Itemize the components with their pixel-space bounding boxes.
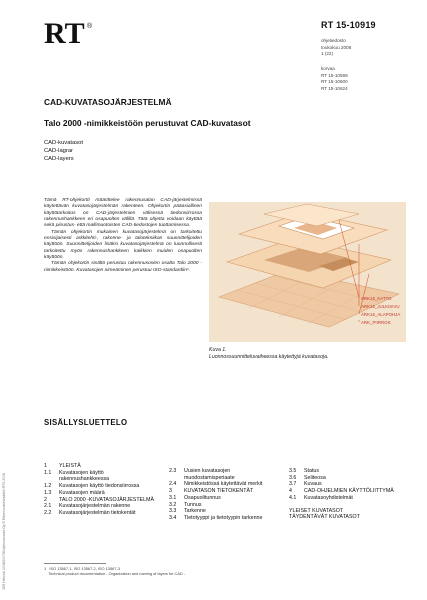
toc-label: Uusien kuvatasojen muodostamisperiaate xyxy=(184,468,235,481)
toc-entry xyxy=(44,503,154,510)
toc-entry xyxy=(44,510,154,517)
registered-mark: ® xyxy=(87,23,93,30)
layer-illustration xyxy=(209,202,406,342)
toc-number: 1.1 xyxy=(44,469,52,476)
layer-label: ARK_PIIRROS xyxy=(361,320,391,325)
figure-number: Kuva 1. xyxy=(209,347,227,353)
toc-number: 3 xyxy=(169,488,172,495)
meta-line: RT 15-10599 xyxy=(321,72,348,78)
toc-entry xyxy=(169,515,281,522)
toc-number: 3.6 xyxy=(289,474,297,481)
toc-number: 3.5 xyxy=(289,468,297,474)
toc-entry xyxy=(169,508,281,515)
toc-appendix-item: TÄYDENTÄVÄT KUVATASOT xyxy=(289,514,360,521)
toc-entry xyxy=(44,490,154,497)
toc-entry xyxy=(289,488,409,495)
footnote-line: 1 ISO 13567-1, ISO 13567-2, ISO 13567-3 xyxy=(44,566,120,571)
footnote xyxy=(44,566,185,576)
toc-number: 1.3 xyxy=(44,489,52,496)
toc-column-1 xyxy=(44,463,154,517)
title-fi: CAD-kuvatasot xyxy=(44,140,83,146)
toc-label: Seliteosa xyxy=(304,474,326,481)
toc-entry xyxy=(169,495,281,502)
meta-line: ohjetiedosto xyxy=(321,38,346,43)
toc-label: Kuvatasoyhdistelmät xyxy=(304,494,353,501)
toc-label: Kuvatasojen käyttö rakennushankkeessa xyxy=(59,469,110,483)
toc-entry xyxy=(44,470,154,483)
meta-line: RT 15-10624 xyxy=(321,85,348,91)
toc-number: 3.1 xyxy=(169,494,177,501)
rt-card-number: RT 15-10919 xyxy=(321,20,376,30)
toc-entry xyxy=(289,475,409,482)
toc-title: SISÄLLYSLUETTELO xyxy=(44,418,128,427)
toc-number: 2.4 xyxy=(169,481,177,488)
toc-label: Kuvatasojen käyttö tiedonsiirrossa xyxy=(59,483,140,490)
layer-label: ARK16_JULKISIVU xyxy=(361,304,400,309)
toc-appendix-item: YLEISET KUVATASOT xyxy=(289,507,344,514)
layer-label: ARK16_KATTO xyxy=(361,296,392,301)
toc-number: 3.3 xyxy=(169,508,177,515)
toc-entry xyxy=(44,497,154,504)
toc-number: 2 xyxy=(44,496,47,503)
rt-logo-text: RT xyxy=(44,18,85,48)
toc-entry xyxy=(169,502,281,509)
toc-number: 2.1 xyxy=(44,503,52,510)
footnote-line: Technical product documentation - Organization and naming of layers for CAD - xyxy=(44,571,186,577)
rt-logo xyxy=(44,18,104,48)
toc-number: 4.1 xyxy=(289,494,297,501)
toc-entry xyxy=(289,495,409,502)
toc-entry xyxy=(44,483,154,490)
toc-label: Status xyxy=(304,468,320,474)
language-titles xyxy=(44,139,83,163)
toc-number: 3.7 xyxy=(289,481,297,488)
figure-caption xyxy=(209,347,328,360)
toc-label: Tietotyyppi ja tietotyypin tarkenne xyxy=(184,514,263,521)
toc-entry xyxy=(169,488,281,495)
intro-paragraph: Tämä RT-ohjekortti määrittelee rakennusalan CAD-järjestelmissä käytettävän kuvatasojärjestelmän rakenteen. Ohjekortin pääasiallinen käyttötarkoitus on CAD-järjestelmien välisessä tiedonsiirrossa rakennushankkeen eri osapuolten välillä. Tätä ohjetta voidaan käyttää sekä piirustus- että mallimuotoisten CAD-tiedostojen tuottamisessa. xyxy=(44,198,202,229)
toc-label: Nimikkeistössä käytettävät merkit xyxy=(184,481,263,488)
intro-paragraph: Tämän ohjekortin sisältö perustuu rakennusosien osalta Talo 2000 -nimikkeistöön. Kuvatasojen nimeäminen perustuu ISO-standardiin¹. xyxy=(44,261,202,273)
toc-label: Kuvatasojärjestelmän tietokentät xyxy=(59,509,136,516)
toc-label: Kuvatasojen määrä xyxy=(59,489,105,496)
toc-label: YLEISTÄ xyxy=(59,463,81,469)
printer-imprint: JJ/5 Helsinki 2008/2007/Kuljetusmuodot Oy © Rakennustietosäätiö RTS 2008 xyxy=(2,473,6,590)
replaces-meta xyxy=(321,66,348,92)
toc-number: 1.2 xyxy=(44,483,52,490)
toc-label: Kuvatasojärjestelmän rakenne xyxy=(59,503,131,510)
toc-entry xyxy=(169,468,281,481)
document-meta xyxy=(321,38,351,58)
document-subtitle: Talo 2000 -nimikkeistöön perustuvat CAD-kuvatasot xyxy=(44,118,251,128)
toc-label: TALO 2000 -KUVATASOJÄRJESTELMÄ xyxy=(59,496,154,503)
toc-label: Osapuolitunnus xyxy=(184,494,221,501)
toc-appendix xyxy=(289,508,409,521)
intro-text xyxy=(44,198,202,274)
toc-label: Tarkenne xyxy=(184,508,206,515)
toc-column-3 xyxy=(289,468,409,521)
toc-number: 1 xyxy=(44,463,47,469)
toc-number: 3.2 xyxy=(169,501,177,508)
toc-column-2 xyxy=(169,468,281,522)
figure-description: Luonnossuunnitteluvaiheessa käytettyjä kuvatasoja. xyxy=(209,353,329,360)
toc-label: CAD-OHJELMIEN KÄYTTÖLIITTYMÄ xyxy=(304,488,394,495)
meta-line: RT 15-10600 xyxy=(321,79,348,85)
toc-label: KUVATASON TIETOKENTÄT xyxy=(184,488,254,495)
toc-label: Kuvaus xyxy=(304,481,322,488)
layer-label: ARK16_ALAPOHJA xyxy=(361,312,401,317)
title-sv: CAD-lagrar xyxy=(44,148,73,154)
document-title: CAD-KUVATASOJÄRJESTELMÄ xyxy=(44,97,172,107)
toc-number: 3.4 xyxy=(169,514,177,521)
meta-line: korvaa xyxy=(321,66,335,71)
toc-number: 2.2 xyxy=(44,509,52,516)
meta-line: 1 (22) xyxy=(321,51,334,57)
toc-entry xyxy=(44,463,154,470)
toc-label: Tunnus xyxy=(184,501,202,508)
intro-paragraph: Tämän ohjekortin mukainen kuvatasojärjestelmä on tarkoitettu ensisijaisesti arkkitehti-, rakenne- ja talotekniikan suunnittelijoiden käyttöön. Suunnittelijoiden lisäksi kuvatasojärjestelmä on luonnollisesti tarkoitettu myös rakennushankkeen kaikkien muiden osapuolten käyttöön. xyxy=(44,229,202,261)
toc-entry xyxy=(289,468,409,475)
footnote-rule xyxy=(44,563,106,564)
toc-number: 2.3 xyxy=(169,468,177,474)
toc-number: 4 xyxy=(289,488,292,495)
title-en: CAD-layers xyxy=(44,156,74,162)
meta-line: toukokuu 2008 xyxy=(321,44,352,50)
